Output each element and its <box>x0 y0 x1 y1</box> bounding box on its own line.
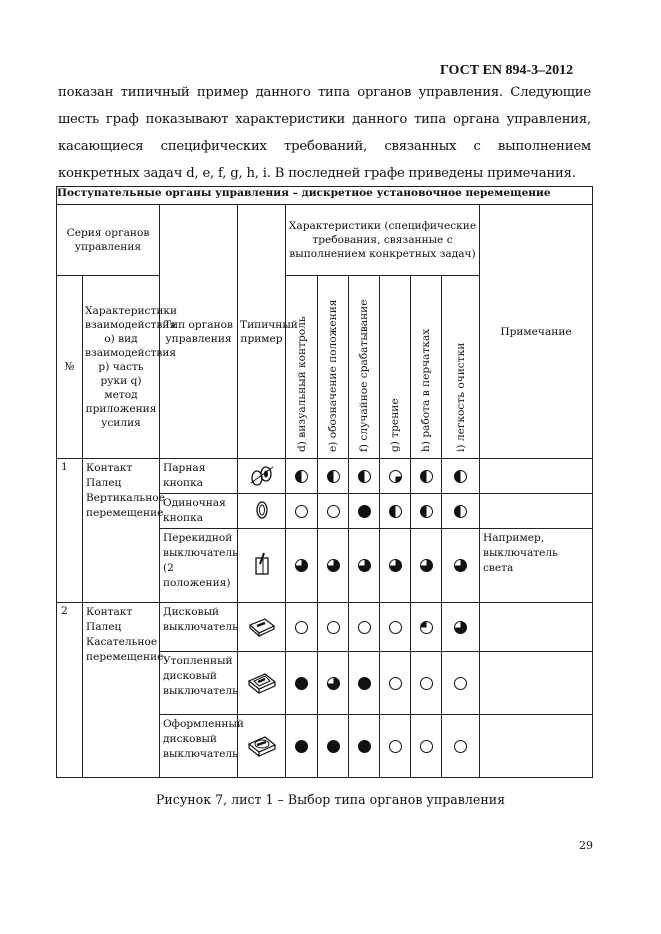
column-label: g) трение <box>389 398 401 452</box>
rating-symbol <box>389 740 402 753</box>
control-type: Перекидной выключатель (2 положения) <box>160 529 238 603</box>
control-type: Оформленный дисковый выключатель <box>160 715 238 778</box>
rating-cell <box>380 603 411 652</box>
rating-cell <box>286 603 318 652</box>
rating-cell <box>349 494 380 529</box>
rating-cell <box>318 652 349 715</box>
group-interaction: Контакт Палец Вертикальное перемещение <box>83 459 160 603</box>
rating-symbol <box>358 559 371 572</box>
rating-symbol <box>454 740 467 753</box>
standard-header: ГОСТ EN 894-3–2012 <box>440 63 574 78</box>
table-caption: Поступательные органы управления – дискретное установочное перемещение <box>57 187 593 205</box>
rating-symbol <box>327 621 340 634</box>
rating-cell <box>349 459 380 494</box>
rating-cell <box>286 715 318 778</box>
rating-cell <box>411 459 442 494</box>
row-note <box>480 459 593 494</box>
rating-symbol <box>420 677 433 690</box>
characteristics-header: Характеристики (специфические требования, связанные с выполнением конкретных задач) <box>286 205 480 276</box>
column-header-gloves <box>411 276 442 459</box>
disc-switch-icon <box>238 603 286 652</box>
rating-symbol <box>420 740 433 753</box>
rating-symbol <box>420 621 433 634</box>
rating-cell <box>442 652 480 715</box>
rating-symbol <box>358 740 371 753</box>
group-number: 2 <box>57 603 83 778</box>
rating-cell <box>411 715 442 778</box>
series-header: Серия органов управления <box>57 205 160 276</box>
rating-symbol <box>420 559 433 572</box>
rating-cell <box>318 494 349 529</box>
row-note <box>480 652 593 715</box>
rating-symbol <box>454 470 467 483</box>
column-header-accidental <box>349 276 380 459</box>
rating-symbol <box>389 677 402 690</box>
rating-symbol <box>420 505 433 518</box>
rating-symbol <box>295 505 308 518</box>
column-label: e) обозначение положения <box>327 299 339 452</box>
rating-symbol <box>420 470 433 483</box>
column-label: h) работа в перчатках <box>420 328 432 452</box>
rating-cell <box>349 529 380 603</box>
rating-symbol <box>295 621 308 634</box>
row-note <box>480 603 593 652</box>
rating-symbol <box>295 740 308 753</box>
example-header: Типичный пример <box>238 205 286 459</box>
rating-symbol <box>358 470 371 483</box>
rating-symbol <box>454 677 467 690</box>
rating-cell <box>318 459 349 494</box>
rating-symbol <box>295 470 308 483</box>
row-note <box>480 715 593 778</box>
rating-cell <box>349 603 380 652</box>
rating-cell <box>411 529 442 603</box>
intro-paragraph: показан типичный пример данного типа органов управления. Следующие шесть граф показывают характеристики данного типа органа управления, касающиеся специфических требований, связанных с выполнением конкретных задач d, e, f, g, h, i. В последней графе приведены примечания. <box>58 85 591 181</box>
control-type: Утопленный дисковый выключатель <box>160 652 238 715</box>
paired-button-icon <box>238 459 286 494</box>
row-note <box>480 494 593 529</box>
rating-symbol <box>295 559 308 572</box>
rating-symbol <box>454 505 467 518</box>
row-note: Например, выключатель света <box>480 529 593 603</box>
single-button-icon <box>238 494 286 529</box>
column-label: i) легкость очистки <box>454 342 467 452</box>
rating-cell <box>442 459 480 494</box>
note-header: Примечание <box>480 205 593 459</box>
rating-symbol <box>454 621 467 634</box>
rating-cell <box>286 459 318 494</box>
rating-symbol <box>327 740 340 753</box>
rating-cell <box>442 603 480 652</box>
rating-cell <box>411 603 442 652</box>
rating-cell <box>442 494 480 529</box>
page-number: 29 <box>579 839 593 852</box>
rating-cell <box>286 529 318 603</box>
control-type: Дисковый выключатель <box>160 603 238 652</box>
rating-cell <box>349 652 380 715</box>
rating-cell <box>380 494 411 529</box>
rating-symbol <box>358 677 371 690</box>
rating-cell <box>442 715 480 778</box>
rating-cell <box>442 529 480 603</box>
rating-symbol <box>358 505 371 518</box>
column-header-position <box>318 276 349 459</box>
number-header: № <box>57 276 83 459</box>
rating-cell <box>411 494 442 529</box>
rating-cell <box>349 715 380 778</box>
rating-cell <box>286 494 318 529</box>
rating-symbol <box>327 470 340 483</box>
rating-symbol <box>389 621 402 634</box>
rating-symbol <box>358 621 371 634</box>
rating-cell <box>318 715 349 778</box>
rating-symbol <box>295 677 308 690</box>
rating-symbol <box>389 470 402 483</box>
rating-symbol <box>327 677 340 690</box>
control-selection-table <box>56 186 593 778</box>
interaction-header: Характеристики взаимодействия o) вид взаимодействия p) часть руки q) метод приложения усилия <box>83 276 160 459</box>
column-label: d) визуальный контроль <box>295 316 308 452</box>
control-type: Парная кнопка <box>160 459 238 494</box>
figure-caption: Рисунок 7, лист 1 – Выбор типа органов управления <box>155 792 506 807</box>
rating-cell <box>380 715 411 778</box>
rating-symbol <box>327 505 340 518</box>
type-header: Тип органов управления <box>160 205 238 459</box>
rating-cell <box>380 652 411 715</box>
control-type: Одиночная кнопка <box>160 494 238 529</box>
rating-cell <box>286 652 318 715</box>
rating-cell <box>411 652 442 715</box>
rating-cell <box>318 529 349 603</box>
rating-symbol <box>389 559 402 572</box>
group-number: 1 <box>57 459 83 603</box>
rating-cell <box>380 529 411 603</box>
rating-cell <box>318 603 349 652</box>
rating-symbol <box>327 559 340 572</box>
shaped-disc-switch-icon <box>238 715 286 778</box>
rating-symbol <box>454 559 467 572</box>
rating-cell <box>380 459 411 494</box>
recessed-disc-switch-icon <box>238 652 286 715</box>
group-interaction: Контакт Палец Касательное перемещение <box>83 603 160 778</box>
column-header-friction <box>380 276 411 459</box>
column-header-visual <box>286 276 318 459</box>
column-label: f) случайное срабатывание <box>358 299 370 452</box>
column-header-cleaning <box>442 276 480 459</box>
toggle-switch-icon <box>238 529 286 603</box>
rating-symbol <box>389 505 402 518</box>
